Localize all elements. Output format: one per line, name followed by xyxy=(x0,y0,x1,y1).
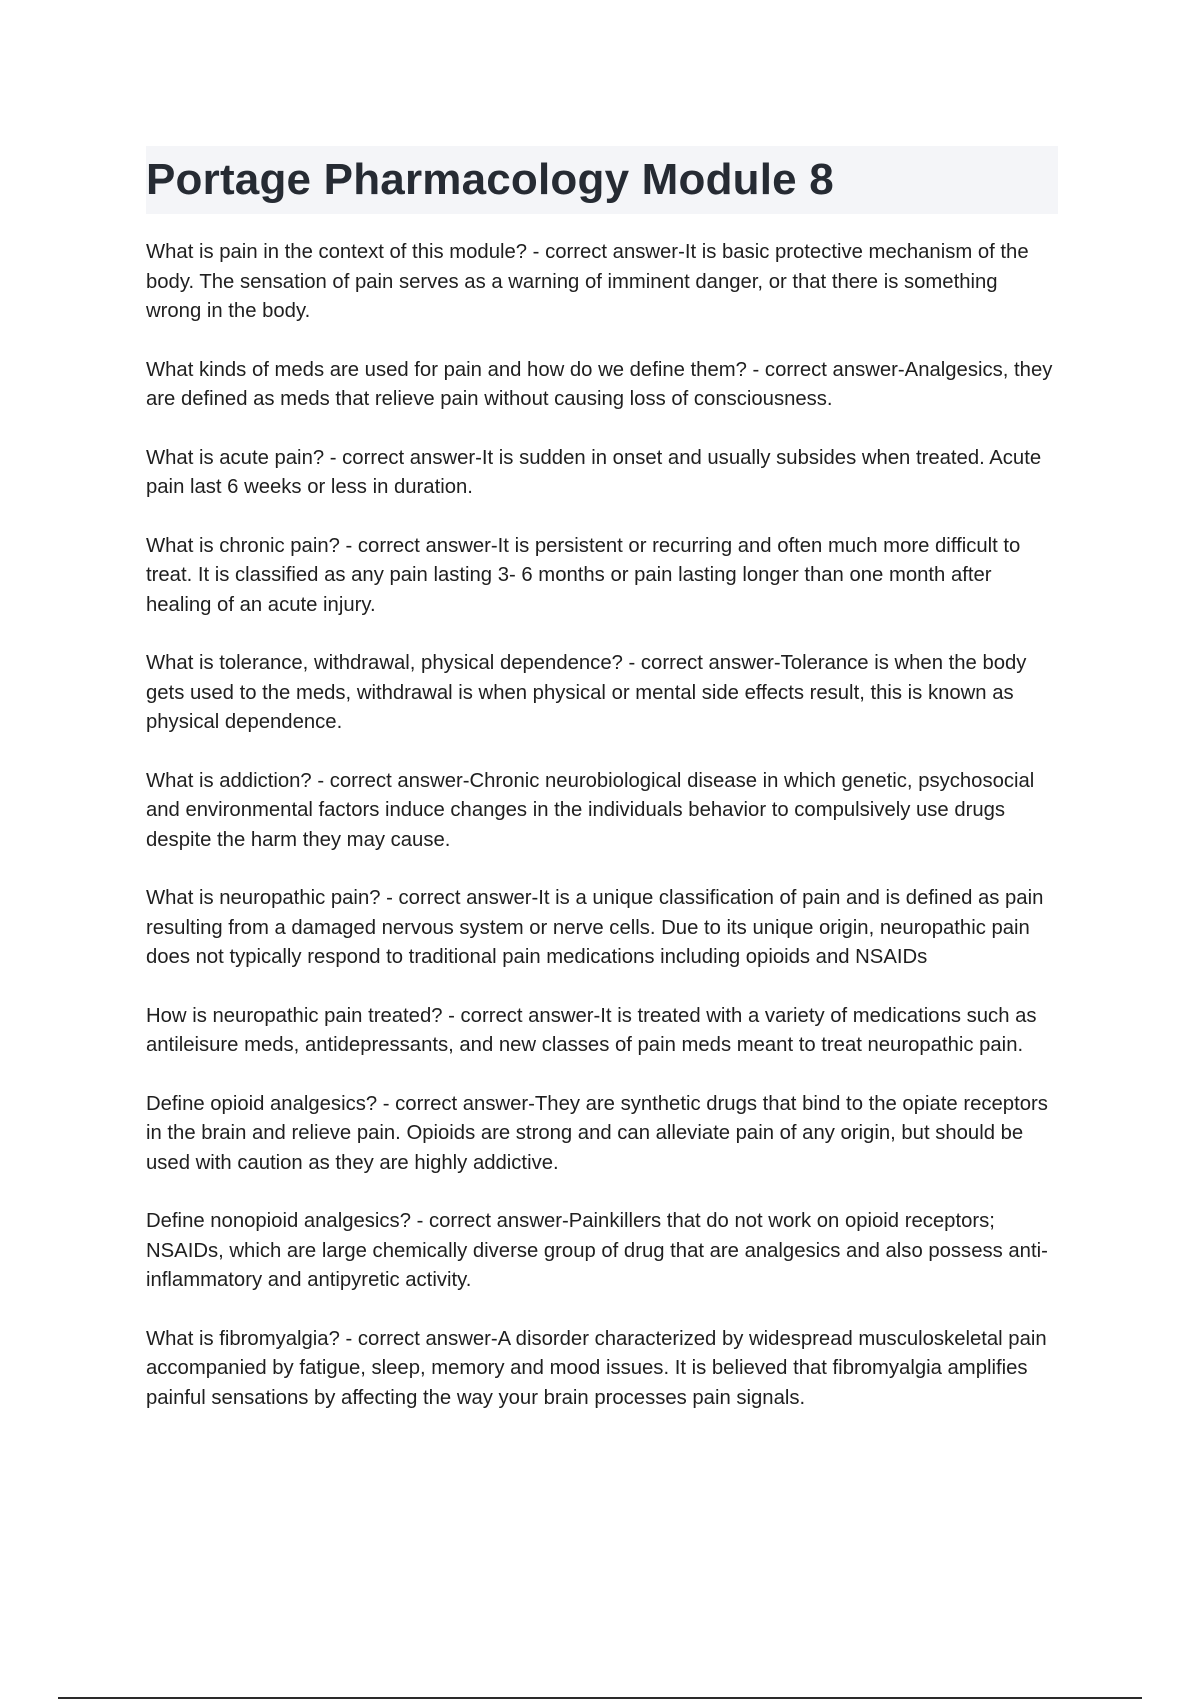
page-title: Portage Pharmacology Module 8 xyxy=(146,155,834,204)
qa-list xyxy=(146,238,1058,1442)
page-bottom-rule xyxy=(58,1697,1142,1699)
qa-entry: What is tolerance, withdrawal, physical dependence? - correct answer-Tolerance is when the body gets used to the meds, withdrawal is when physical or mental side effects result, this is known as physical dependence. xyxy=(146,652,1027,733)
qa-entry: Define nonopioid analgesics? - correct answer-Painkillers that do not work on opioid receptors; NSAIDs, which are large chemically diverse group of drug that are analgesics and also possess anti-inflammatory and antipyretic activity. xyxy=(146,1210,1048,1291)
qa-entry: What is pain in the context of this module? - correct answer-It is basic protective mechanism of the body. The sensation of pain serves as a warning of imminent danger, or that there is something wrong in the body. xyxy=(146,241,1029,322)
qa-entry: Define opioid analgesics? - correct answer-They are synthetic drugs that bind to the opiate receptors in the brain and relieve pain. Opioids are strong and can alleviate pain of any origin, but should be used with caution as they are highly addictive. xyxy=(146,1092,1048,1174)
qa-entry: What kinds of meds are used for pain and how do we define them? - correct answer-Analgesics, they are defined as meds that relieve pain without causing loss of consciousness. xyxy=(146,358,1053,410)
qa-entry: What is chronic pain? - correct answer-It is persistent or recurring and often much more difficult to treat. It is classified as any pain lasting 3- 6 months or pain lasting longer than one month after healing of an acute injury. xyxy=(146,534,1021,616)
qa-entry: What is neuropathic pain? - correct answer-It is a unique classification of pain and is defined as pain resulting from a damaged nervous system or nerve cells. Due to its unique origin, neuropathic pain does not typically respond to traditional pain medications including opioids and NSAIDs xyxy=(146,887,1044,968)
qa-entry: How is neuropathic pain treated? - correct answer-It is treated with a variety of medications such as antileisure meds, antidepressants, and new classes of pain meds meant to treat neuropathic pain. xyxy=(146,1004,1037,1056)
title-band xyxy=(146,146,1058,214)
qa-entry: What is fibromyalgia? - correct answer-A disorder characterized by widespread musculoskeletal pain accompanied by fatigue, sleep, memory and mood issues. It is believed that fibromyalgia amplifies painful sensations by affecting the way your brain processes pain signals. xyxy=(146,1327,1047,1409)
qa-entry: What is addiction? - correct answer-Chronic neurobiological disease in which genetic, psychosocial and environmental factors induce changes in the individuals behavior to compulsively use drugs despite the harm they may cause. xyxy=(146,769,1035,851)
qa-entry: What is acute pain? - correct answer-It is sudden in onset and usually subsides when treated. Acute pain last 6 weeks or less in duration. xyxy=(146,446,1042,498)
